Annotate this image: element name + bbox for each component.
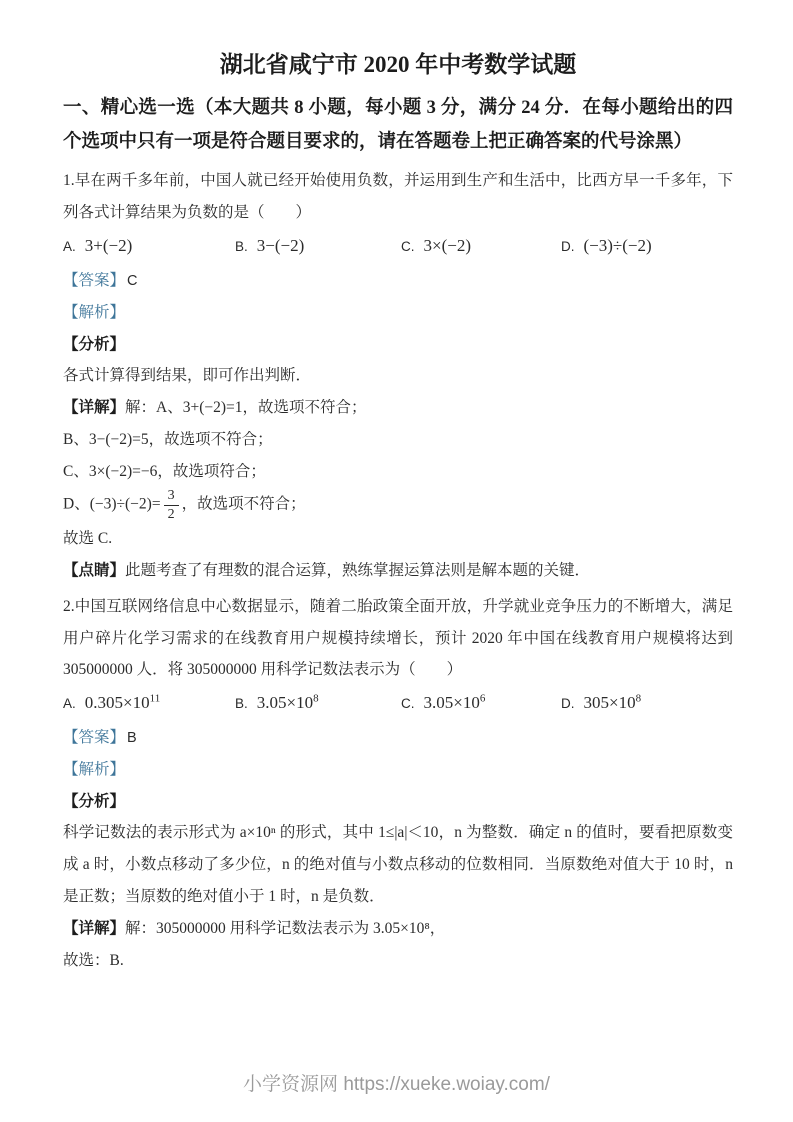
option-expression: 3×(−2) <box>423 235 471 255</box>
q2-conclusion: 故选：B. <box>63 951 124 969</box>
q1-stem: 1.早在两千多年前，中国人就已经开始使用负数，并运用到生产和生活中，比西方早一千多年，下列各式计算结果为负数的是（ ） <box>63 172 733 222</box>
answer-label: 【答案】 <box>63 271 126 289</box>
option-letter: D. <box>561 238 575 254</box>
q1-detail-c: C、3×(−2)=−6，故选项符合； <box>63 462 266 480</box>
option-letter: A. <box>63 696 76 712</box>
option-expression: $0.305\times 10^{11}$ <box>84 692 161 713</box>
exponent: 8 <box>635 692 642 705</box>
q1-option-b <box>235 236 401 256</box>
section-heading: 一、精心选一选（本大题共 8 小题，每小题 3 分，满分 24 分．在每小题给出的四个选项中只有一项是符合题目要求的，请在答题卷上把正确答案的代号涂黑） <box>63 98 733 153</box>
option-letter: B. <box>235 696 248 712</box>
q1-option-d <box>561 236 652 256</box>
q1-xiangjie-intro: 解：A、3+(−2)=1，故选项不符合； <box>125 399 367 417</box>
option-letter: B. <box>235 238 248 254</box>
q1-conclusion: 故选 C. <box>63 530 113 548</box>
fraction-three-halves <box>164 487 179 523</box>
q2-fenxi-label-line <box>63 786 733 818</box>
q1-options <box>63 236 733 256</box>
q1-xiangjie-line <box>63 392 733 424</box>
fraction-numerator: 3 <box>164 487 179 506</box>
option-expression: $3.05\times 10^6$ <box>423 692 486 713</box>
q1-dianjing-line <box>63 555 733 587</box>
q2-options <box>63 693 733 713</box>
q1-fenxi-label-line <box>63 329 733 361</box>
q1-detail-d <box>63 487 733 523</box>
q2-answer-line <box>63 722 733 754</box>
question-2 <box>63 591 733 976</box>
exponent: 11 <box>149 692 161 705</box>
q2-option-d <box>561 693 641 713</box>
option-letter: C. <box>401 696 415 712</box>
answer-value: C <box>127 272 138 289</box>
q1-dianjing-text: 此题考查了有理数的混合运算，熟练掌握运算法则是解本题的关键． <box>125 562 591 580</box>
option-expression: $3.05\times 10^8$ <box>256 692 319 713</box>
q2-fenxi-text: 科学记数法的表示形式为 a×10ⁿ 的形式，其中 1≤|a|＜10，n 为整数．确定 n 的值时，要看把原数变成 a 时，小数点移动了多少位，n 的绝对值与小数点移动的位数相同．当原数绝对值大于 10 时，n 是正数；当原数的绝对值小于 1 时，n 是负数． <box>63 824 733 905</box>
option-letter: C. <box>401 238 415 254</box>
xiangjie-label: 【详解】 <box>63 919 126 937</box>
q1-jiexi-line <box>63 297 733 329</box>
page-title: 湖北省咸宁市 2020 年中考数学试题 <box>219 52 577 77</box>
q2-option-b <box>235 693 401 713</box>
q1-detail-d-suffix: ，故选项不符合； <box>181 495 306 513</box>
question-1 <box>63 165 733 586</box>
q2-xiangjie-text: 解：305000000 用科学记数法表示为 3.05×10⁸， <box>125 919 446 937</box>
option-letter: D. <box>561 696 575 712</box>
option-expression: (−3)÷(−2) <box>583 235 652 255</box>
q2-option-c <box>401 693 561 713</box>
fenxi-label: 【分析】 <box>63 335 126 353</box>
fraction-denominator: 2 <box>167 506 175 522</box>
option-expression: 3−(−2) <box>256 235 305 255</box>
option-letter: A. <box>63 238 76 254</box>
q2-jiexi-line <box>63 754 733 786</box>
answer-value: B <box>127 730 137 747</box>
option-expression: $305\times 10^8$ <box>583 692 642 713</box>
q1-detail-d-prefix: D、(−3)÷(−2)= <box>63 495 161 513</box>
option-expression: 3+(−2) <box>84 235 133 255</box>
jiexi-label: 【解析】 <box>63 760 126 778</box>
q1-option-a <box>63 236 235 256</box>
fenxi-label: 【分析】 <box>63 792 126 810</box>
q1-detail-b: B、3−(−2)=5，故选项不符合； <box>63 430 273 448</box>
jiexi-label: 【解析】 <box>63 303 126 321</box>
exponent: 8 <box>313 692 319 705</box>
q2-option-a <box>63 693 235 713</box>
page-footer: 小学资源网 https://xueke.woiay.com/ <box>243 1074 550 1095</box>
xiangjie-label: 【详解】 <box>63 399 126 417</box>
exponent: 6 <box>479 692 486 705</box>
q2-stem: 2.中国互联网络信息中心数据显示，随着二胎政策全面开放，升学就业竞争压力的不断增大，满足用户碎片化学习需求的在线教育用户规模持续增长，预计 2020 年中国在线教育用户规模将达到 305000000 人．将 305000000 用科学记数法表示为（ ） <box>63 597 733 679</box>
dianjing-label: 【点睛】 <box>63 562 126 580</box>
q2-xiangjie-line <box>63 913 733 945</box>
q1-option-c <box>401 236 561 256</box>
q1-answer-line <box>63 265 733 297</box>
answer-label: 【答案】 <box>63 729 126 747</box>
q1-fenxi-text: 各式计算得到结果，即可作出判断． <box>63 367 312 385</box>
